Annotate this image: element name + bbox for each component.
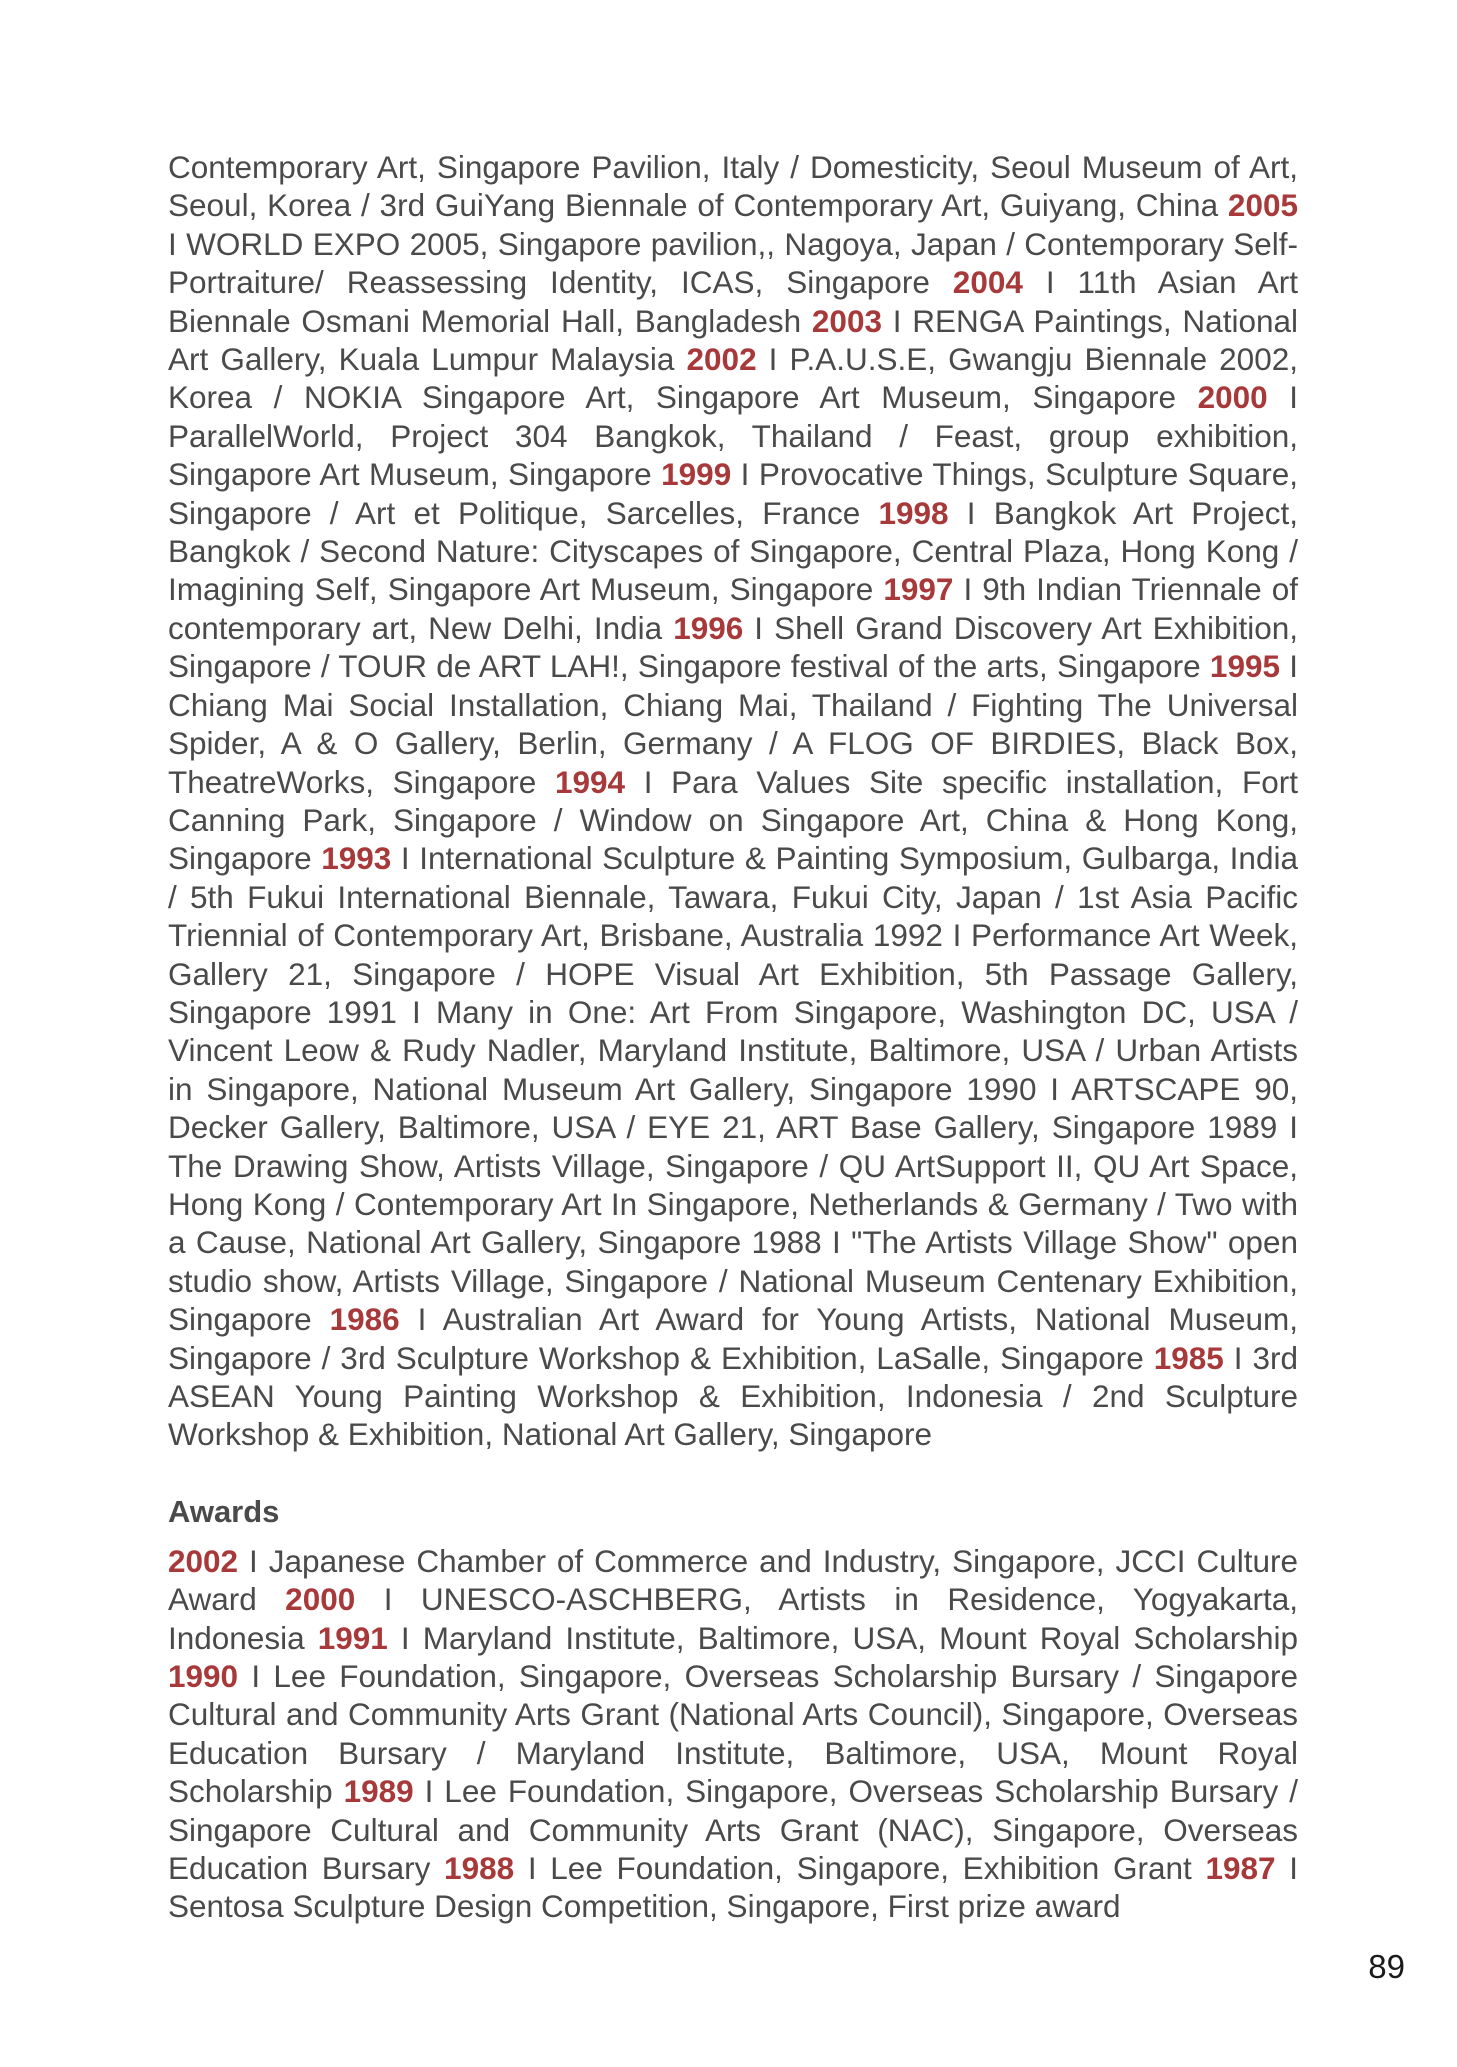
year-label: 1987: [1205, 1850, 1276, 1887]
text-run: I International Sculpture & Painting Symposium, Gulbarga, India / 5th Fukui International Biennale, Tawara, Fukui City, Japan / 1st Asia Pacific Triennial of Contemporary Art, Brisbane, Australia 1992 I Performance Art Week, Gallery 21, Singapore / HOPE Visual Art Exhibition, 5th Passage Gallery, Singapore 1991 I Many in One: Art From Singapore, Washington DC, USA / Vincent Leow & Rudy Nadler, Maryland Institute, Baltimore, USA / Urban Artists in Singapore, National Museum Art Gallery, Singapore 1990 I ARTSCAPE 90, Decker Gallery, Baltimore, USA / EYE 21, ART Base Gallery, Singapore 1989 I The Drawing Show, Artists Village, Singapore / QU ArtSupport II, QU Art Space, Hong Kong / Contemporary Art In Singapore, Netherlands & Germany / Two with a Cause, National Art Gallery, Singapore 1988 I "The Artists Village Show" open studio show, Artists Village, Singapore / National Museum Centenary Exhibition, Singapore: [168, 840, 1298, 1338]
page-content: [168, 148, 1298, 1926]
year-label: 2004: [952, 264, 1023, 301]
exhibitions-paragraph: [168, 148, 1298, 1454]
text-run: I Sentosa Sculpture Design Competition, Singapore, First prize award: [168, 1850, 1299, 1925]
year-label: 1999: [661, 456, 732, 493]
year-label: 2005: [1227, 187, 1298, 224]
page-number: 89: [1368, 1948, 1405, 1985]
text-run: I Japanese Chamber of Commerce and Industry, Singapore, JCCI Culture Award: [168, 1542, 1298, 1618]
text-run: Contemporary Art, Singapore Pavilion, Italy / Domesticity, Seoul Museum of Art, Seoul, Korea / 3rd GuiYang Biennale of Contemporary Art, Guiyang, China: [168, 149, 1298, 224]
year-label: 1988: [444, 1850, 515, 1887]
year-label: 1995: [1209, 648, 1280, 685]
year-label: 1991: [317, 1619, 388, 1656]
text-run: I 9th Indian Triennale of contemporary art, New Delhi, India: [168, 571, 1298, 646]
text-run: I Provocative Things, Sculpture Square, Singapore / Art et Politique, Sarcelles, France: [168, 456, 1299, 531]
text-run: I Australian Art Award for Young Artists, National Museum, Singapore / 3rd Sculpture Workshop & Exhibition, LaSalle, Singapore: [168, 1301, 1298, 1376]
awards-paragraph: [168, 1542, 1298, 1926]
awards-heading: Awards: [168, 1493, 280, 1529]
text-run: I Maryland Institute, Baltimore, USA, Mount Royal Scholarship: [387, 1619, 1298, 1656]
text-run: I 3rd ASEAN Young Painting Workshop & Exhibition, Indonesia / 2nd Sculpture Workshop & Exhibition, National Art Gallery, Singapore: [168, 1339, 1298, 1453]
text-run: I 11th Asian Art Biennale Osmani Memorial Hall, Bangladesh: [168, 264, 1298, 339]
text-run: I Lee Foundation, Singapore, Overseas Scholarship Bursary / Singapore Cultural and Community Arts Grant (NAC), Singapore, Overseas Education Bursary: [168, 1773, 1299, 1887]
year-label: 1986: [329, 1301, 400, 1338]
text-run: I ParallelWorld, Project 304 Bangkok, Thailand / Feast, group exhibition, Singapore Art Museum, Singapore: [168, 379, 1298, 493]
year-label: 2000: [1197, 379, 1268, 416]
year-label: 2002: [686, 341, 757, 378]
year-label: 1985: [1153, 1339, 1224, 1376]
text-run: I UNESCO-ASCHBERG, Artists in Residence, Yogyakarta, Indonesia: [168, 1581, 1298, 1656]
text-run: I RENGA Paintings, National Art Gallery, Kuala Lumpur Malaysia: [168, 302, 1298, 378]
text-run: I Shell Grand Discovery Art Exhibition, Singapore / TOUR de ART LAH!, Singapore festival of the arts, Singapore: [168, 609, 1298, 685]
year-label: 2003: [811, 302, 882, 339]
year-label: 1989: [343, 1773, 414, 1810]
year-label: 2002: [168, 1542, 239, 1579]
year-label: 1990: [168, 1658, 239, 1695]
year-label: 1996: [673, 609, 744, 646]
text-run: I Lee Foundation, Singapore, Exhibition Grant: [514, 1850, 1206, 1887]
text-run: I Para Values Site specific installation, Fort Canning Park, Singapore / Window on Singapore Art, China & Hong Kong, Singapore: [168, 763, 1298, 877]
text-run: I P.A.U.S.E, Gwangju Biennale 2002, Korea / NOKIA Singapore Art, Singapore Art Museum, Singapore: [168, 341, 1298, 416]
year-label: 2000: [285, 1581, 356, 1618]
year-label: 1993: [321, 840, 392, 877]
text-run: I WORLD EXPO 2005, Singapore pavilion,, Nagoya, Japan / Contemporary Self-Portraiture/ Reassessing Identity, ICAS, Singapore: [168, 225, 1298, 301]
text-run: I Bangkok Art Project, Bangkok / Second Nature: Cityscapes of Singapore, Central Plaza, Hong Kong / Imagining Self, Singapore Art Museum, Singapore: [168, 494, 1298, 608]
year-label: 1994: [554, 763, 626, 800]
text-run: I Lee Foundation, Singapore, Overseas Scholarship Bursary / Singapore Cultural and Community Arts Grant (National Arts Council), Singapore, Overseas Education Bursary / Maryland Institute, Baltimore, USA, Mount Royal Scholarship: [168, 1658, 1298, 1810]
text-run: I Chiang Mai Social Installation, Chiang Mai, Thailand / Fighting The Universal Spider, A & O Gallery, Berlin, Germany / A FLOG OF BIRDIES, Black Box, TheatreWorks, Singapore: [168, 648, 1298, 800]
year-label: 1997: [883, 571, 954, 608]
year-label: 1998: [878, 494, 949, 531]
